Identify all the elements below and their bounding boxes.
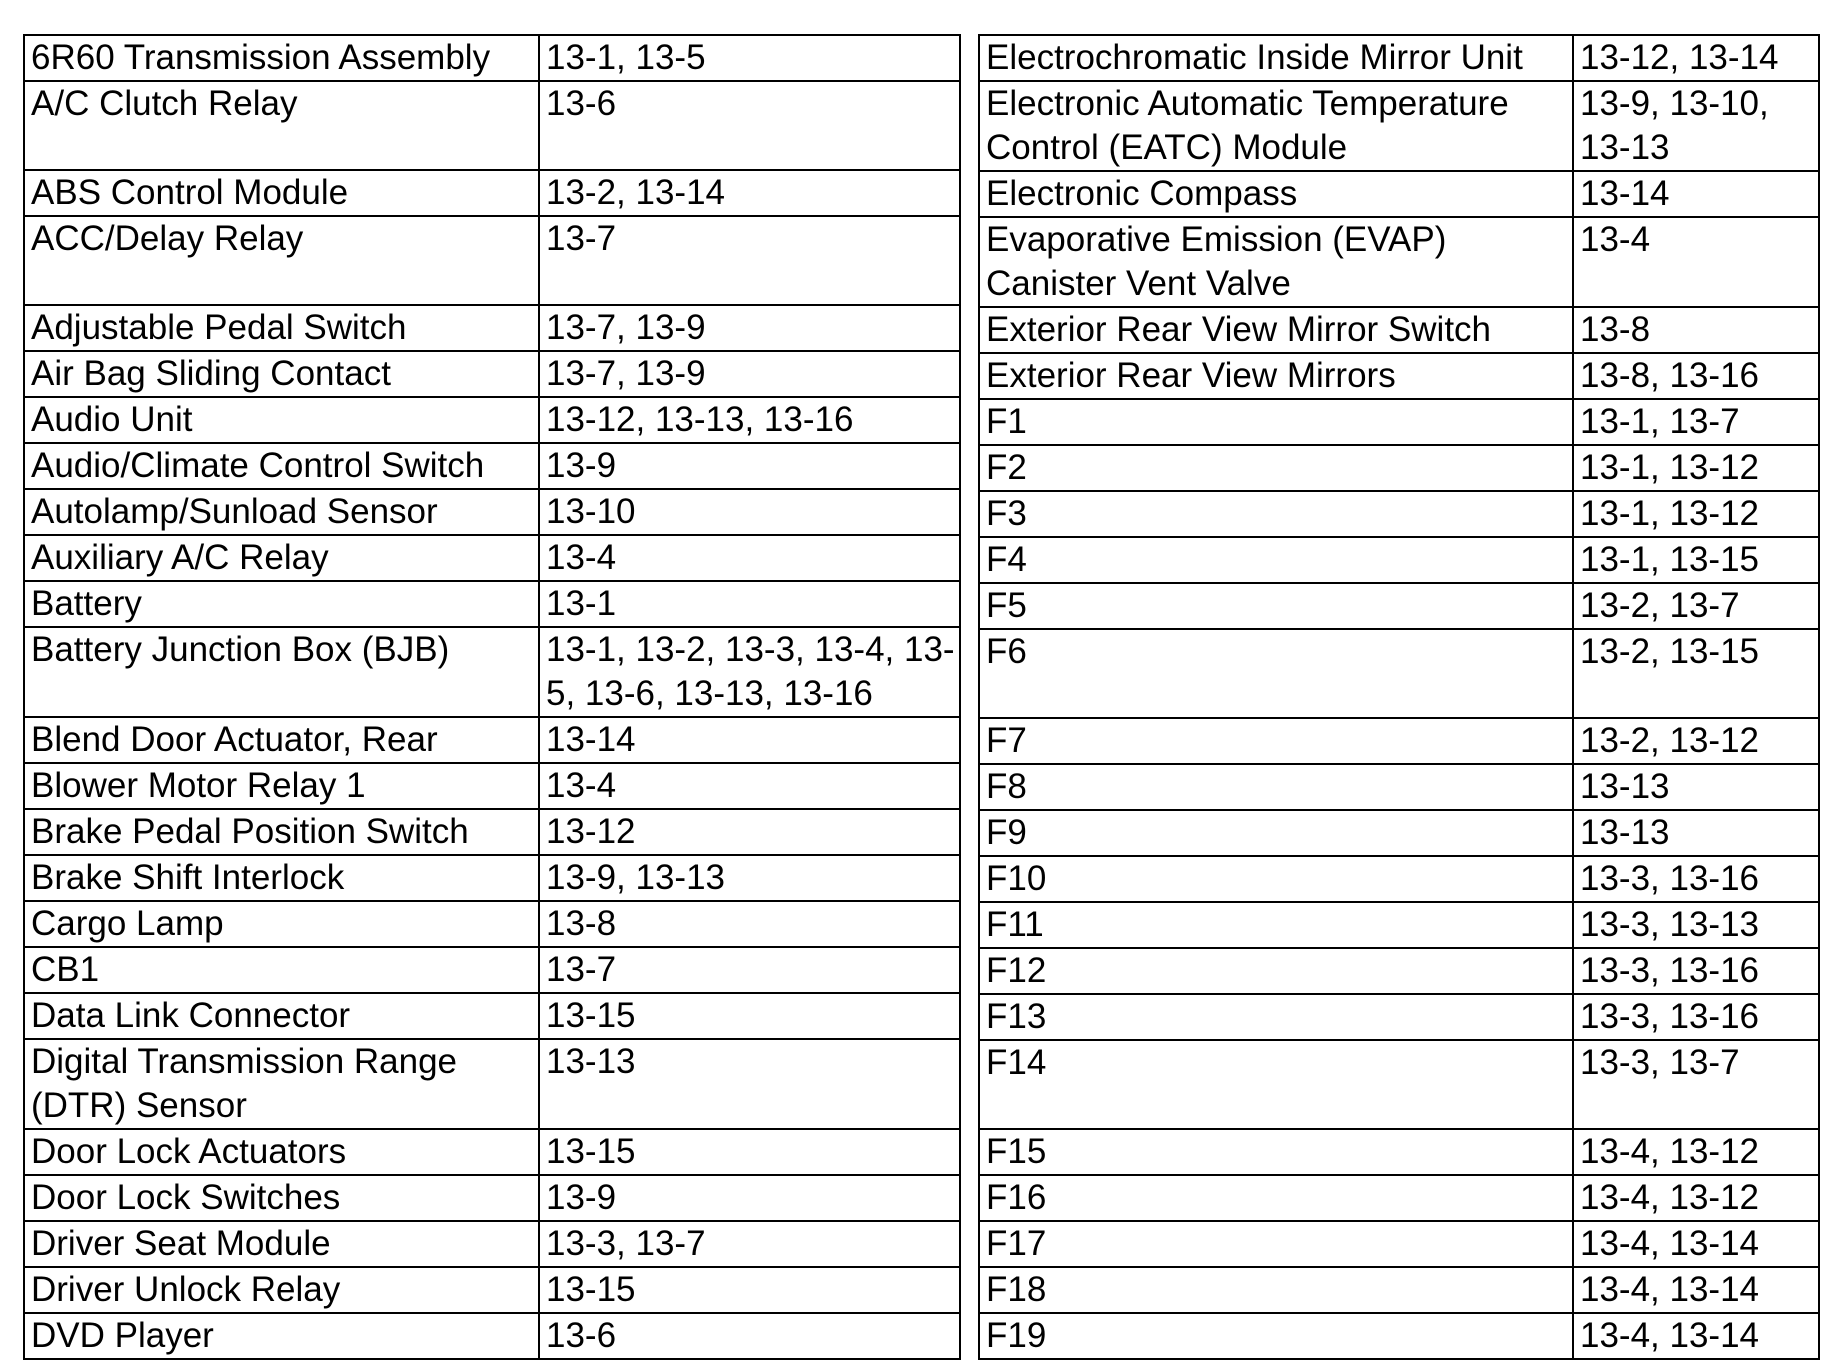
table-row — [24, 1313, 960, 1359]
component-name-cell: Data Link Connector — [24, 993, 539, 1039]
page-reference-cell: 13-6 — [539, 1313, 960, 1359]
table-row — [24, 993, 960, 1039]
component-name-cell: DVD Player — [24, 1313, 539, 1359]
page-reference-cell: 13-2, 13-7 — [1573, 583, 1819, 629]
component-name-cell: Evaporative Emission (EVAP) Canister Vent Valve — [979, 217, 1573, 307]
component-name-cell: Battery — [24, 581, 539, 627]
component-name-cell: Electronic Compass — [979, 171, 1573, 217]
component-index-table-left — [23, 34, 961, 1360]
page-reference-cell: 13-1, 13-5 — [539, 35, 960, 81]
table-row — [979, 491, 1819, 537]
table-row — [979, 856, 1819, 902]
component-name-cell: F15 — [979, 1129, 1573, 1175]
component-name-cell: F11 — [979, 902, 1573, 948]
component-name-cell: F17 — [979, 1221, 1573, 1267]
left-table-body — [24, 35, 960, 1359]
component-name-cell: ACC/Delay Relay — [24, 216, 539, 305]
component-name-cell: Autolamp/Sunload Sensor — [24, 489, 539, 535]
table-row — [24, 947, 960, 993]
table-row — [979, 1040, 1819, 1129]
table-row — [24, 1175, 960, 1221]
component-name-cell: F9 — [979, 810, 1573, 856]
page-reference-cell: 13-3, 13-16 — [1573, 948, 1819, 994]
page-reference-cell: 13-4 — [1573, 217, 1819, 307]
component-name-cell: Exterior Rear View Mirrors — [979, 353, 1573, 399]
table-row — [24, 35, 960, 81]
table-row — [979, 810, 1819, 856]
page-reference-cell: 13-3, 13-7 — [539, 1221, 960, 1267]
page-reference-cell: 13-13 — [1573, 810, 1819, 856]
table-row — [24, 1221, 960, 1267]
table-row — [24, 627, 960, 717]
page-reference-cell: 13-1, 13-15 — [1573, 537, 1819, 583]
component-name-cell: F5 — [979, 583, 1573, 629]
component-name-cell: CB1 — [24, 947, 539, 993]
page-reference-cell: 13-12, 13-13, 13-16 — [539, 397, 960, 443]
page-reference-cell: 13-12, 13-14 — [1573, 35, 1819, 81]
table-row — [979, 81, 1819, 171]
table-row — [24, 581, 960, 627]
table-row — [24, 809, 960, 855]
page-reference-cell: 13-7 — [539, 947, 960, 993]
page-reference-cell: 13-10 — [539, 489, 960, 535]
component-name-cell: F14 — [979, 1040, 1573, 1129]
page-reference-cell: 13-1, 13-2, 13-3, 13-4, 13-5, 13-6, 13-13, 13-16 — [539, 627, 960, 717]
table-row — [24, 351, 960, 397]
component-name-cell: 6R60 Transmission Assembly — [24, 35, 539, 81]
page-reference-cell: 13-4, 13-14 — [1573, 1313, 1819, 1359]
table-row — [24, 397, 960, 443]
page-reference-cell: 13-3, 13-13 — [1573, 902, 1819, 948]
table-row — [979, 353, 1819, 399]
page-reference-cell: 13-3, 13-16 — [1573, 856, 1819, 902]
page-reference-cell: 13-8, 13-16 — [1573, 353, 1819, 399]
page-reference-cell: 13-1 — [539, 581, 960, 627]
component-name-cell: ABS Control Module — [24, 170, 539, 216]
table-row — [24, 763, 960, 809]
component-name-cell: Audio Unit — [24, 397, 539, 443]
page-reference-cell: 13-2, 13-15 — [1573, 629, 1819, 718]
page-reference-cell: 13-7, 13-9 — [539, 351, 960, 397]
component-name-cell: Blower Motor Relay 1 — [24, 763, 539, 809]
page-reference-cell: 13-13 — [539, 1039, 960, 1129]
component-name-cell: Door Lock Switches — [24, 1175, 539, 1221]
component-name-cell: Cargo Lamp — [24, 901, 539, 947]
page-reference-cell: 13-4, 13-14 — [1573, 1267, 1819, 1313]
component-name-cell: F12 — [979, 948, 1573, 994]
page-reference-cell: 13-4, 13-12 — [1573, 1175, 1819, 1221]
page-reference-cell: 13-3, 13-7 — [1573, 1040, 1819, 1129]
page-reference-cell: 13-4, 13-12 — [1573, 1129, 1819, 1175]
component-name-cell: F3 — [979, 491, 1573, 537]
page-reference-cell: 13-9, 13-10, 13-13 — [1573, 81, 1819, 171]
page-reference-cell: 13-15 — [539, 1267, 960, 1313]
component-name-cell: Blend Door Actuator, Rear — [24, 717, 539, 763]
table-row — [979, 583, 1819, 629]
component-name-cell: Battery Junction Box (BJB) — [24, 627, 539, 717]
page-reference-cell: 13-3, 13-16 — [1573, 994, 1819, 1040]
component-name-cell: Adjustable Pedal Switch — [24, 305, 539, 351]
component-name-cell: Electrochromatic Inside Mirror Unit — [979, 35, 1573, 81]
page-reference-cell: 13-1, 13-12 — [1573, 445, 1819, 491]
table-row — [979, 445, 1819, 491]
component-name-cell: F16 — [979, 1175, 1573, 1221]
table-row — [24, 1039, 960, 1129]
table-row — [24, 443, 960, 489]
table-row — [979, 764, 1819, 810]
page-reference-cell: 13-13 — [1573, 764, 1819, 810]
table-row — [24, 216, 960, 305]
component-name-cell: Digital Transmission Range (DTR) Sensor — [24, 1039, 539, 1129]
table-row — [24, 1267, 960, 1313]
table-row — [979, 1313, 1819, 1359]
table-row — [24, 489, 960, 535]
table-row — [24, 535, 960, 581]
table-row — [979, 307, 1819, 353]
table-row — [979, 1221, 1819, 1267]
table-row — [979, 171, 1819, 217]
page-reference-cell: 13-1, 13-12 — [1573, 491, 1819, 537]
component-name-cell: A/C Clutch Relay — [24, 81, 539, 170]
page-reference-cell: 13-12 — [539, 809, 960, 855]
component-name-cell: F10 — [979, 856, 1573, 902]
page-reference-cell: 13-8 — [539, 901, 960, 947]
right-table-body — [979, 35, 1819, 1359]
table-row — [979, 1129, 1819, 1175]
page-reference-cell: 13-4 — [539, 535, 960, 581]
component-name-cell: F18 — [979, 1267, 1573, 1313]
page-reference-cell: 13-9 — [539, 1175, 960, 1221]
table-row — [24, 81, 960, 170]
component-name-cell: F1 — [979, 399, 1573, 445]
page-reference-cell: 13-15 — [539, 993, 960, 1039]
table-row — [979, 35, 1819, 81]
component-name-cell: Audio/Climate Control Switch — [24, 443, 539, 489]
page-reference-cell: 13-14 — [1573, 171, 1819, 217]
table-row — [979, 1267, 1819, 1313]
page-reference-cell: 13-2, 13-12 — [1573, 718, 1819, 764]
component-name-cell: Auxiliary A/C Relay — [24, 535, 539, 581]
component-name-cell: F6 — [979, 629, 1573, 718]
component-index-table-right — [978, 34, 1820, 1360]
table-row — [979, 537, 1819, 583]
page-reference-cell: 13-14 — [539, 717, 960, 763]
page-reference-cell: 13-4 — [539, 763, 960, 809]
table-row — [979, 217, 1819, 307]
component-name-cell: Driver Unlock Relay — [24, 1267, 539, 1313]
component-name-cell: F4 — [979, 537, 1573, 583]
page-reference-cell: 13-1, 13-7 — [1573, 399, 1819, 445]
table-row — [979, 629, 1819, 718]
table-row — [979, 902, 1819, 948]
component-name-cell: F19 — [979, 1313, 1573, 1359]
table-row — [24, 305, 960, 351]
page-reference-cell: 13-4, 13-14 — [1573, 1221, 1819, 1267]
component-name-cell: Brake Pedal Position Switch — [24, 809, 539, 855]
component-name-cell: Brake Shift Interlock — [24, 855, 539, 901]
page-reference-cell: 13-7, 13-9 — [539, 305, 960, 351]
page-reference-cell: 13-8 — [1573, 307, 1819, 353]
page-reference-cell: 13-9 — [539, 443, 960, 489]
page-reference-cell: 13-6 — [539, 81, 960, 170]
table-row — [979, 994, 1819, 1040]
table-row — [979, 718, 1819, 764]
table-row — [979, 399, 1819, 445]
page-reference-cell: 13-9, 13-13 — [539, 855, 960, 901]
table-row — [24, 901, 960, 947]
component-name-cell: F2 — [979, 445, 1573, 491]
component-name-cell: F7 — [979, 718, 1573, 764]
table-row — [979, 948, 1819, 994]
component-name-cell: Driver Seat Module — [24, 1221, 539, 1267]
page-reference-cell: 13-2, 13-14 — [539, 170, 960, 216]
component-name-cell: Exterior Rear View Mirror Switch — [979, 307, 1573, 353]
component-name-cell: F8 — [979, 764, 1573, 810]
component-name-cell: F13 — [979, 994, 1573, 1040]
page-reference-cell: 13-7 — [539, 216, 960, 305]
table-row — [24, 170, 960, 216]
component-name-cell: Air Bag Sliding Contact — [24, 351, 539, 397]
table-row — [24, 855, 960, 901]
page-reference-cell: 13-15 — [539, 1129, 960, 1175]
table-row — [979, 1175, 1819, 1221]
component-name-cell: Door Lock Actuators — [24, 1129, 539, 1175]
table-row — [24, 717, 960, 763]
component-name-cell: Electronic Automatic Temperature Control (EATC) Module — [979, 81, 1573, 171]
table-row — [24, 1129, 960, 1175]
